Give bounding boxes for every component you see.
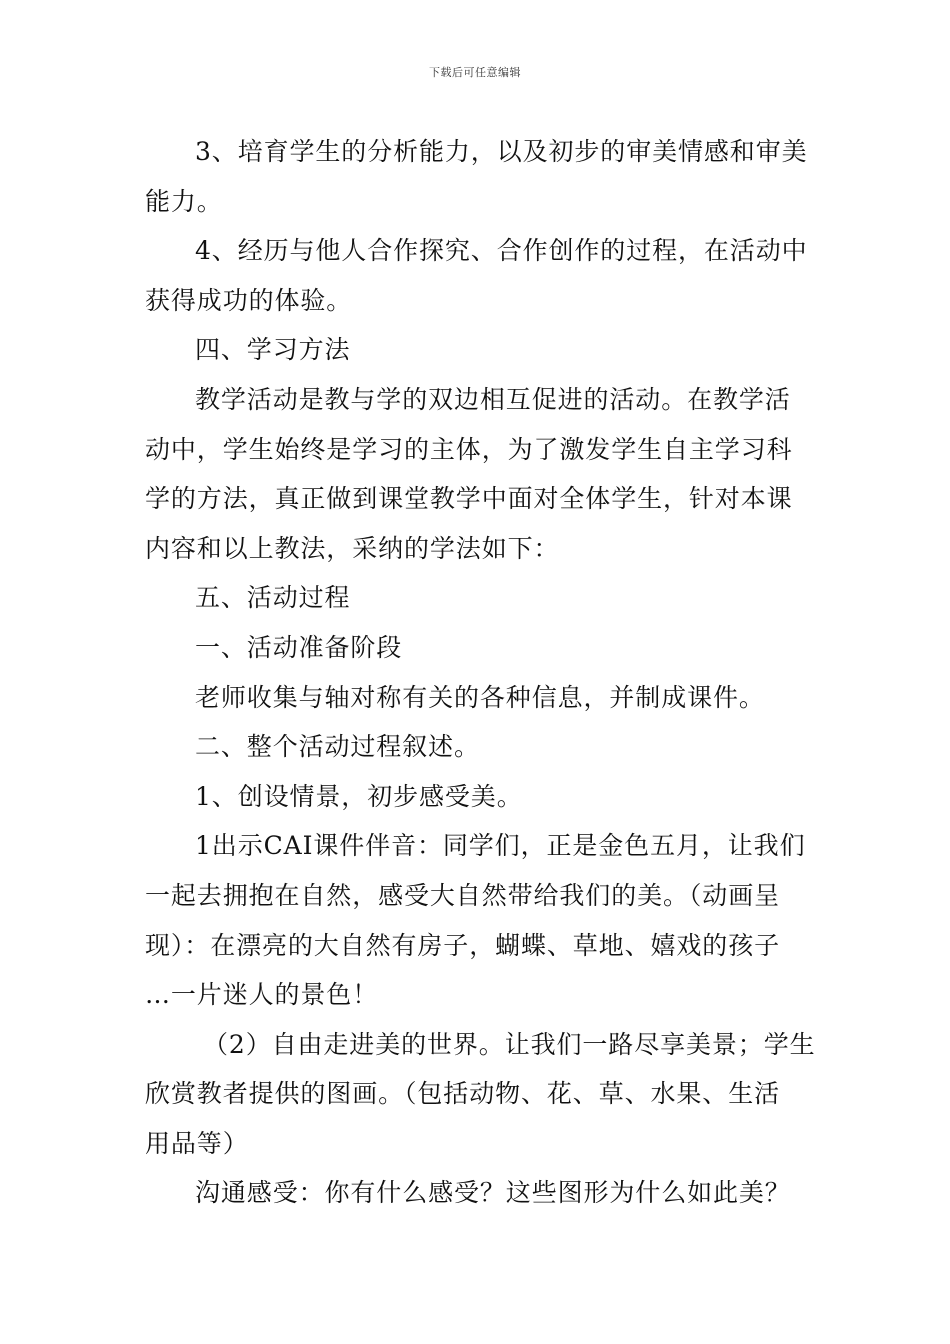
page-header: 下载后可任意编辑 [429, 66, 521, 79]
paragraph-line: （2）自由走进美的世界。让我们一路尽享美景；学生 [203, 1029, 816, 1059]
section-heading: 四、学习方法 [195, 335, 351, 365]
paragraph-line: 3、培育学生的分析能力，以及初步的审美情感和审美 [195, 137, 808, 166]
paragraph-line: 获得成功的体验。 [145, 285, 353, 315]
paragraph-line: 1出示CAI课件伴音：同学们，正是金色五月，让我们 [195, 831, 806, 861]
subsection-heading: 二、整个活动过程叙述。 [195, 732, 480, 762]
paragraph-line: 沟通感受：你有什么感受？这些图形为什么如此美？ [195, 1178, 791, 1208]
document-body [145, 127, 816, 1218]
paragraph-line: 欣赏教者提供的图画。（包括动物、花、草、水果、生活 [145, 1079, 781, 1109]
paragraph-line: 1、创设情景，初步感受美。 [195, 781, 523, 811]
paragraph-line: 用品等） [145, 1128, 249, 1158]
paragraph-line: 动中，学生始终是学习的主体，为了激发学生自主学习科 [145, 434, 793, 464]
paragraph-line: 现）：在漂亮的大自然有房子，蝴蝶、草地、嬉戏的孩子 [145, 930, 781, 960]
subsection-heading: 一、活动准备阶段 [195, 632, 403, 662]
paragraph-line: 一起去拥抱在自然，感受大自然带给我们的美。（动画呈 [145, 880, 781, 910]
paragraph-line: 内容和以上教法，采纳的学法如下： [145, 533, 560, 563]
section-heading: 五、活动过程 [195, 583, 351, 613]
paragraph-line: 老师收集与轴对称有关的各种信息，并制成课件。 [195, 682, 765, 712]
paragraph-line: 能力。 [145, 186, 223, 216]
paragraph-line: 教学活动是教与学的双边相互促进的活动。在教学活 [195, 384, 791, 414]
paragraph-line: …一片迷人的景色！ [145, 980, 379, 1010]
paragraph-line: 学的方法，真正做到课堂教学中面对全体学生，针对本课 [145, 484, 793, 514]
paragraph-line: 4、经历与他人合作探究、合作创作的过程，在活动中 [195, 236, 808, 266]
